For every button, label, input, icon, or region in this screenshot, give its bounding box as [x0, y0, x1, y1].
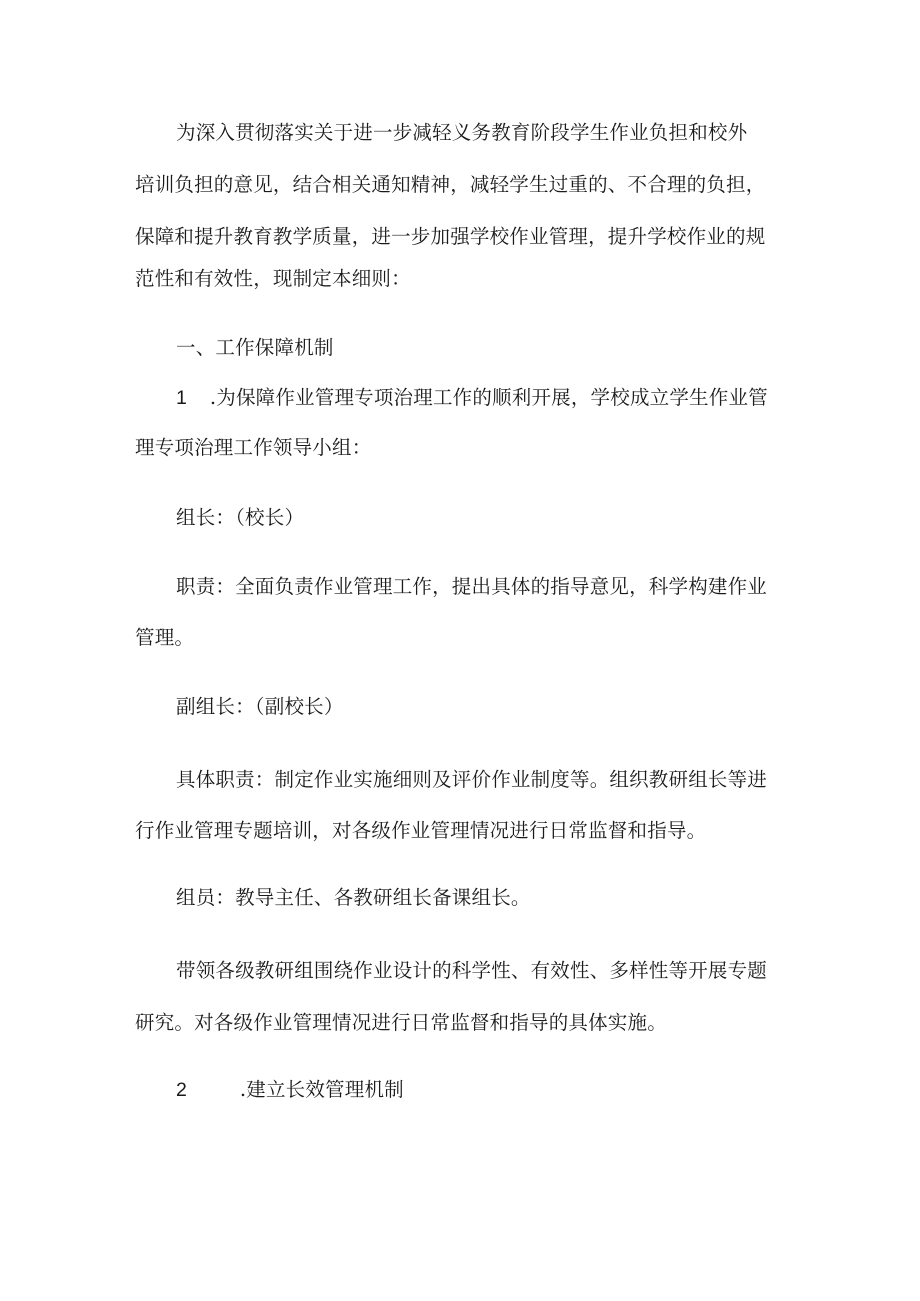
intro-line-3: 保障和提升教育教学质量，进一步加强学校作业管理，提升学校作业的规 [135, 225, 766, 248]
intro-line-2: 培训负担的意见，结合相关通知精神，减轻学生过重的、不合理的负担， [135, 173, 766, 196]
section-heading-1: 一、工作保障机制 [176, 336, 334, 359]
item-2-text: .建立长效管理机制 [239, 1078, 404, 1101]
item-1-text: .为保障作业管理专项治理工作的顺利开展，学校成立学生作业管 [209, 386, 768, 409]
members-duty-line-1: 带领各级教研组围绕作业设计的科学性、有效性、多样性等开展专题 [176, 959, 768, 982]
deputy-duty-line-1: 具体职责：制定作业实施细则及评价作业制度等。组织教研组长等进 [176, 768, 768, 791]
item-2-line [176, 1077, 404, 1103]
item-1-line-2: 理专项治理工作领导小组： [135, 436, 372, 459]
item-2-number: 2 [176, 1079, 188, 1101]
item-1-line-1 [176, 385, 768, 411]
leader-title: 组长：（校长） [176, 506, 305, 529]
leader-duty-line-1: 职责：全面负责作业管理工作，提出具体的指导意见，科学构建作业 [176, 575, 768, 598]
intro-line-1: 为深入贯彻落实关于进一步减轻义务教育阶段学生作业负担和校外 [176, 121, 748, 144]
leader-duty-line-2: 管理。 [135, 626, 195, 649]
deputy-leader-title: 副组长：（副校长） [176, 695, 344, 718]
item-1-number: 1 [176, 387, 188, 409]
members-duty-line-2: 研究。对各级作业管理情况进行日常监督和指导的具体实施。 [135, 1011, 667, 1034]
intro-line-4: 范性和有效性，现制定本细则： [135, 267, 411, 290]
members-title: 组员：教导主任、各教研组长备课组长。 [176, 886, 531, 909]
deputy-duty-line-2: 行作业管理专题培训，对各级作业管理情况进行日常监督和指导。 [135, 819, 707, 842]
